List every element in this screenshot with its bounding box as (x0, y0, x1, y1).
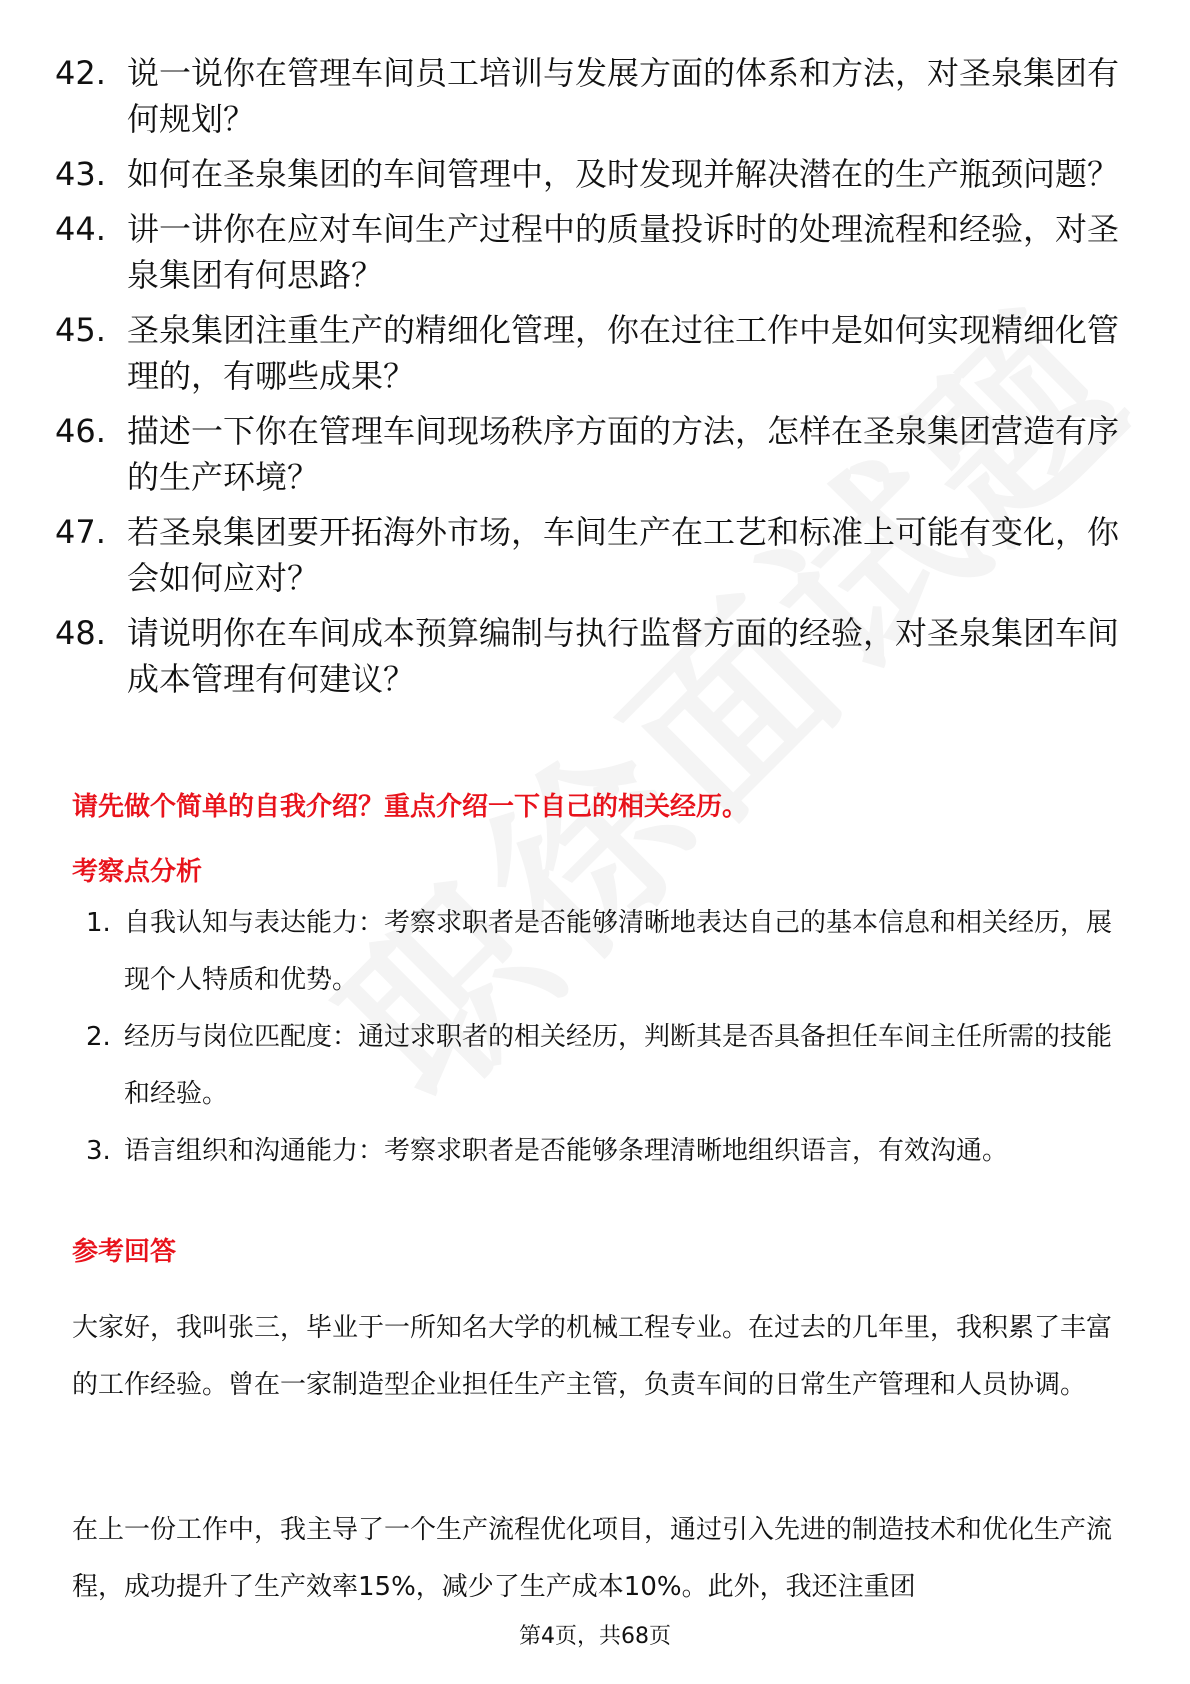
question-item (55, 307, 1135, 399)
question-number: 42. (55, 54, 106, 92)
question-item (55, 509, 1135, 601)
analysis-number: 1. (86, 908, 111, 938)
question-number: 44. (55, 210, 106, 248)
question-item (55, 206, 1135, 298)
answer-paragraph: 大家好，我叫张三，毕业于一所知名大学的机械工程专业。在过去的几年里，我积累了丰富的工作经验。曾在一家制造型企业担任生产主管，负责车间的日常生产管理和人员协调。 (72, 1313, 1113, 1400)
answer-heading: 参考回答 (72, 1237, 177, 1267)
question-list (55, 50, 1135, 711)
analysis-text: 自我认知与表达能力：考察求职者是否能够清晰地表达自己的基本信息和相关经历，展现个人特质和优势。 (124, 908, 1113, 995)
analysis-number: 3. (86, 1136, 111, 1166)
analysis-text: 语言组织和沟通能力：考察求职者是否能够条理清晰地组织语言，有效沟通。 (124, 1136, 1009, 1166)
question-number: 48. (55, 614, 106, 652)
analysis-item (72, 895, 1122, 1009)
question-number: 43. (55, 155, 106, 193)
question-number: 45. (55, 311, 106, 349)
question-text: 讲一讲你在应对车间生产过程中的质量投诉时的处理流程和经验，对圣泉集团有何思路？ (127, 210, 1120, 294)
analysis-list (72, 895, 1122, 1180)
analysis-item (72, 1123, 1122, 1180)
question-number: 47. (55, 513, 106, 551)
question-text: 描述一下你在管理车间现场秩序方面的方法，怎样在圣泉集团营造有序的生产环境？ (127, 412, 1120, 496)
question-text: 如何在圣泉集团的车间管理中，及时发现并解决潜在的生产瓶颈问题？ (127, 155, 1120, 193)
question-text: 请说明你在车间成本预算编制与执行监督方面的经验，对圣泉集团车间成本管理有何建议？ (127, 614, 1120, 698)
answer-paragraph: 在上一份工作中，我主导了一个生产流程优化项目，通过引入先进的制造技术和优化生产流程，成功提升了生产效率15%，减少了生产成本10%。此外，我还注重团 (72, 1515, 1113, 1602)
question-number: 46. (55, 412, 106, 450)
question-text: 说一说你在管理车间员工培训与发展方面的体系和方法，对圣泉集团有何规划？ (127, 54, 1120, 138)
question-item (55, 610, 1135, 702)
question-text: 若圣泉集团要开拓海外市场，车间生产在工艺和标准上可能有变化，你会如何应对？ (127, 513, 1120, 597)
interview-question-title: 请先做个简单的自我介绍？重点介绍一下自己的相关经历。 (72, 792, 749, 822)
page-number: 第4页，共68页 (519, 1624, 671, 1649)
analysis-text: 经历与岗位匹配度：通过求职者的相关经历，判断其是否具备担任车间主任所需的技能和经验。 (124, 1022, 1113, 1109)
question-item (55, 50, 1135, 142)
analysis-item (72, 1009, 1122, 1123)
analysis-heading: 考察点分析 (72, 857, 203, 887)
question-item (55, 151, 1135, 197)
question-item (55, 408, 1135, 500)
question-text: 圣泉集团注重生产的精细化管理，你在过往工作中是如何实现精细化管理的，有哪些成果？ (127, 311, 1120, 395)
analysis-number: 2. (86, 1022, 111, 1052)
